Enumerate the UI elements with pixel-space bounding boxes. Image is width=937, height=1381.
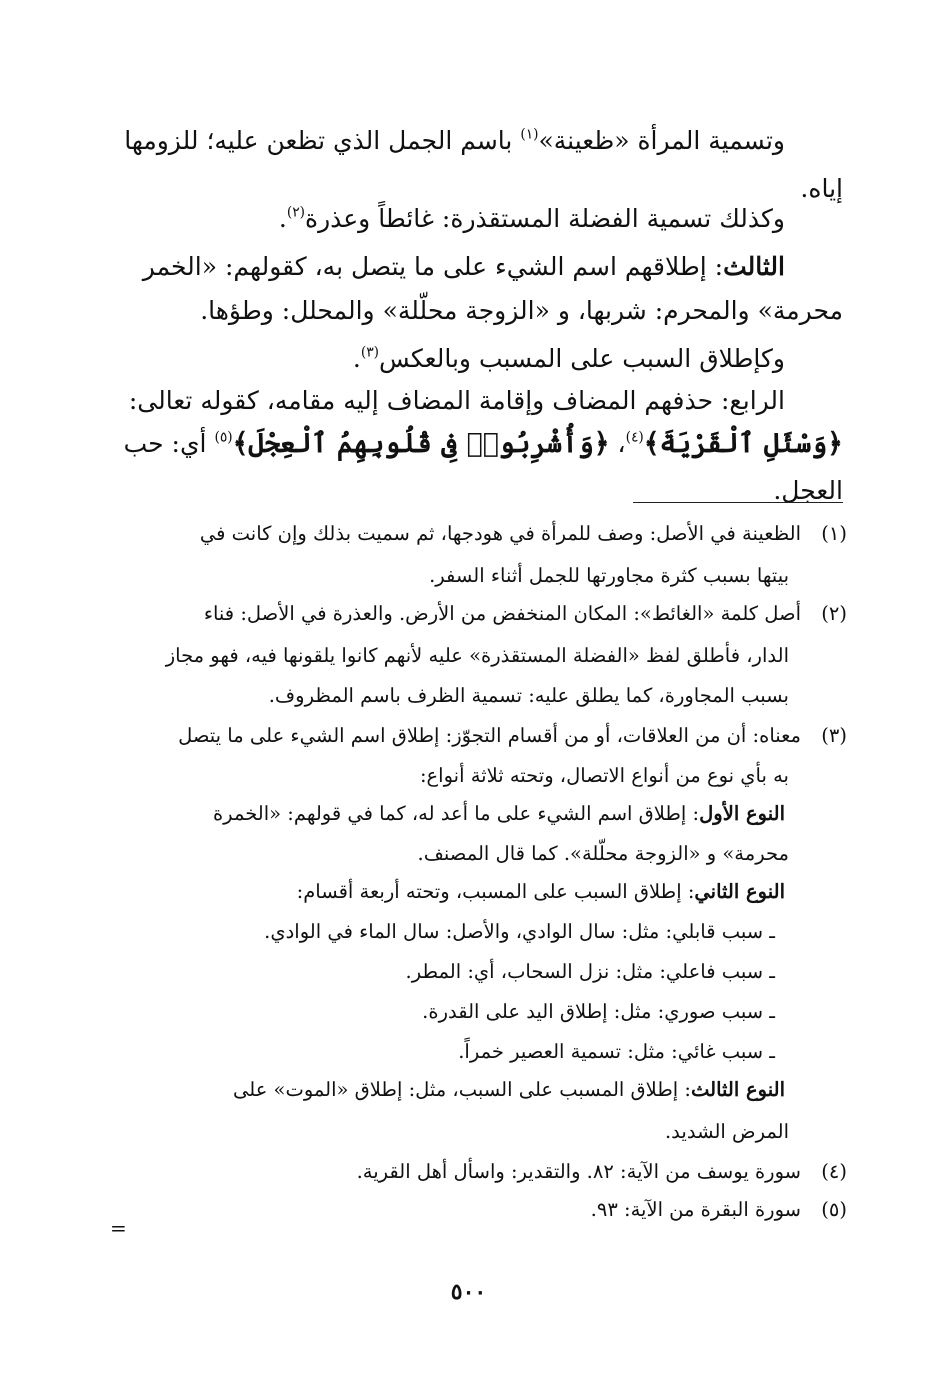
footnote-5-line-1: (٥)سورة البقرة من الآية: ٩٣. bbox=[590, 1198, 847, 1221]
main-line-9: العجل. bbox=[773, 476, 843, 505]
footnote-3-line-2: به بأي نوع من أنواع الاتصال، وتحته ثلاثة أنواع: bbox=[419, 764, 789, 787]
footnote-ref-1: (١) bbox=[520, 126, 539, 143]
footnote-ref-3: (٣) bbox=[360, 344, 379, 361]
footnote-3-dash-2: ـ سبب فاعلي: مثل: نزل السحاب، أي: المطر. bbox=[405, 960, 775, 983]
main-line-7: الرابع: حذفهم المضاف وإقامة المضاف إليه مقامه، كقوله تعالى: bbox=[128, 386, 785, 415]
page-number: ٥٠٠ bbox=[450, 1279, 487, 1305]
footnote-3-line-1: (٣)معناه: أن من العلاقات، أو من أقسام التجوّز: إطلاق اسم الشيء على ما يتصل bbox=[178, 724, 847, 747]
main-line-2: إياه. bbox=[800, 174, 843, 203]
footnote-4-line-1: (٤)سورة يوسف من الآية: ٨٢. والتقدير: واسأل أهل القرية. bbox=[356, 1160, 847, 1183]
footnote-number-1: (١) bbox=[821, 522, 847, 545]
footnote-ref-4: (٤) bbox=[625, 429, 644, 446]
main-line-5: محرمة» والمحرم: شربها، و «الزوجة محلّلة» والمحلل: وطؤها. bbox=[200, 296, 843, 325]
quran-verse-1: ﴿وَسْئَلِ ٱلْقَرْيَةَ﴾ bbox=[643, 428, 843, 459]
main-line-4: الثالث: إطلاقهم اسم الشيء على ما يتصل به، كقولهم: «الخمر bbox=[142, 252, 785, 281]
footnote-number-5: (٥) bbox=[821, 1198, 847, 1221]
footnote-3-dash-1: ـ سبب قابلي: مثل: سال الوادي، والأصل: سال الماء في الوادي. bbox=[264, 920, 775, 943]
footnote-divider bbox=[633, 502, 843, 503]
margin-mark: = bbox=[110, 1216, 127, 1240]
footnote-3-dash-3: ـ سبب صوري: مثل: إطلاق اليد على القدرة. bbox=[422, 1000, 775, 1023]
main-line-6: وكإطلاق السبب على المسبب وبالعكس$^{(٣)}$. bbox=[352, 344, 785, 373]
footnote-3-type-3-line-2: المرض الشديد. bbox=[664, 1120, 789, 1143]
quran-verse-2: ﴿وَأُشْرِبُوا۟ فِى قُلُوبِهِمُ ٱلْعِجْلَ﴾ bbox=[232, 428, 610, 459]
footnote-2-line-1: (٢)أصل كلمة «الغائط»: المكان المنخفض من الأرض. والعذرة في الأصل: فناء bbox=[203, 602, 847, 625]
footnote-3-dash-4: ـ سبب غائي: مثل: تسمية العصير خمراً. bbox=[458, 1040, 775, 1063]
footnote-3-type-2: النوع الثاني: إطلاق السبب على المسبب، وتحته أربعة أقسام: bbox=[296, 880, 785, 903]
footnote-3-type-1-line-2: محرمة» و «الزوجة محلّلة». كما قال المصنف. bbox=[417, 842, 789, 865]
footnote-1-line-1: (١)الظعينة في الأصل: وصف للمرأة في هودجها، ثم سميت بذلك وإن كانت في bbox=[199, 522, 847, 545]
footnote-number-2: (٢) bbox=[821, 602, 847, 625]
footnote-ref-2: (٢) bbox=[286, 204, 305, 221]
footnote-2-line-2: الدار، فأطلق لفظ «الفضلة المستقذرة» عليه لأنهم كانوا يلقونها فيه، فهو مجاز bbox=[165, 644, 789, 667]
footnote-3-type-1: النوع الأول: إطلاق اسم الشيء على ما أعد له، كما في قولهم: «الخمرة bbox=[212, 802, 785, 825]
heading-third: الثالث bbox=[723, 252, 785, 281]
footnote-number-3: (٣) bbox=[821, 724, 847, 747]
footnote-1-line-2: بيتها بسبب كثرة مجاورتها للجمل أثناء السفر. bbox=[429, 564, 789, 587]
main-line-8: ﴿وَسْئَلِ ٱلْقَرْيَةَ﴾$^{(٤)}$، ﴿وَأُشْرِبُوا۟ فِى قُلُوبِهِمُ ٱلْعِجْلَ﴾$^{(٥)}$ أي: حب bbox=[123, 428, 843, 459]
main-line-1: وتسمية المرأة «ظعينة»$^{(١)}$ باسم الجمل الذي تظعن عليه؛ للزومها bbox=[124, 126, 785, 155]
footnote-number-4: (٤) bbox=[821, 1160, 847, 1183]
footnote-2-line-3: بسبب المجاورة، كما يطلق عليه: تسمية الظرف باسم المظروف. bbox=[268, 684, 789, 707]
main-line-3: وكذلك تسمية الفضلة المستقذرة: غائطاً وعذرة$^{(٢)}$. bbox=[278, 204, 785, 233]
footnote-ref-5: (٥) bbox=[214, 429, 233, 446]
footnote-3-type-3: النوع الثالث: إطلاق المسبب على السبب، مثل: إطلاق «الموت» على bbox=[233, 1078, 785, 1101]
